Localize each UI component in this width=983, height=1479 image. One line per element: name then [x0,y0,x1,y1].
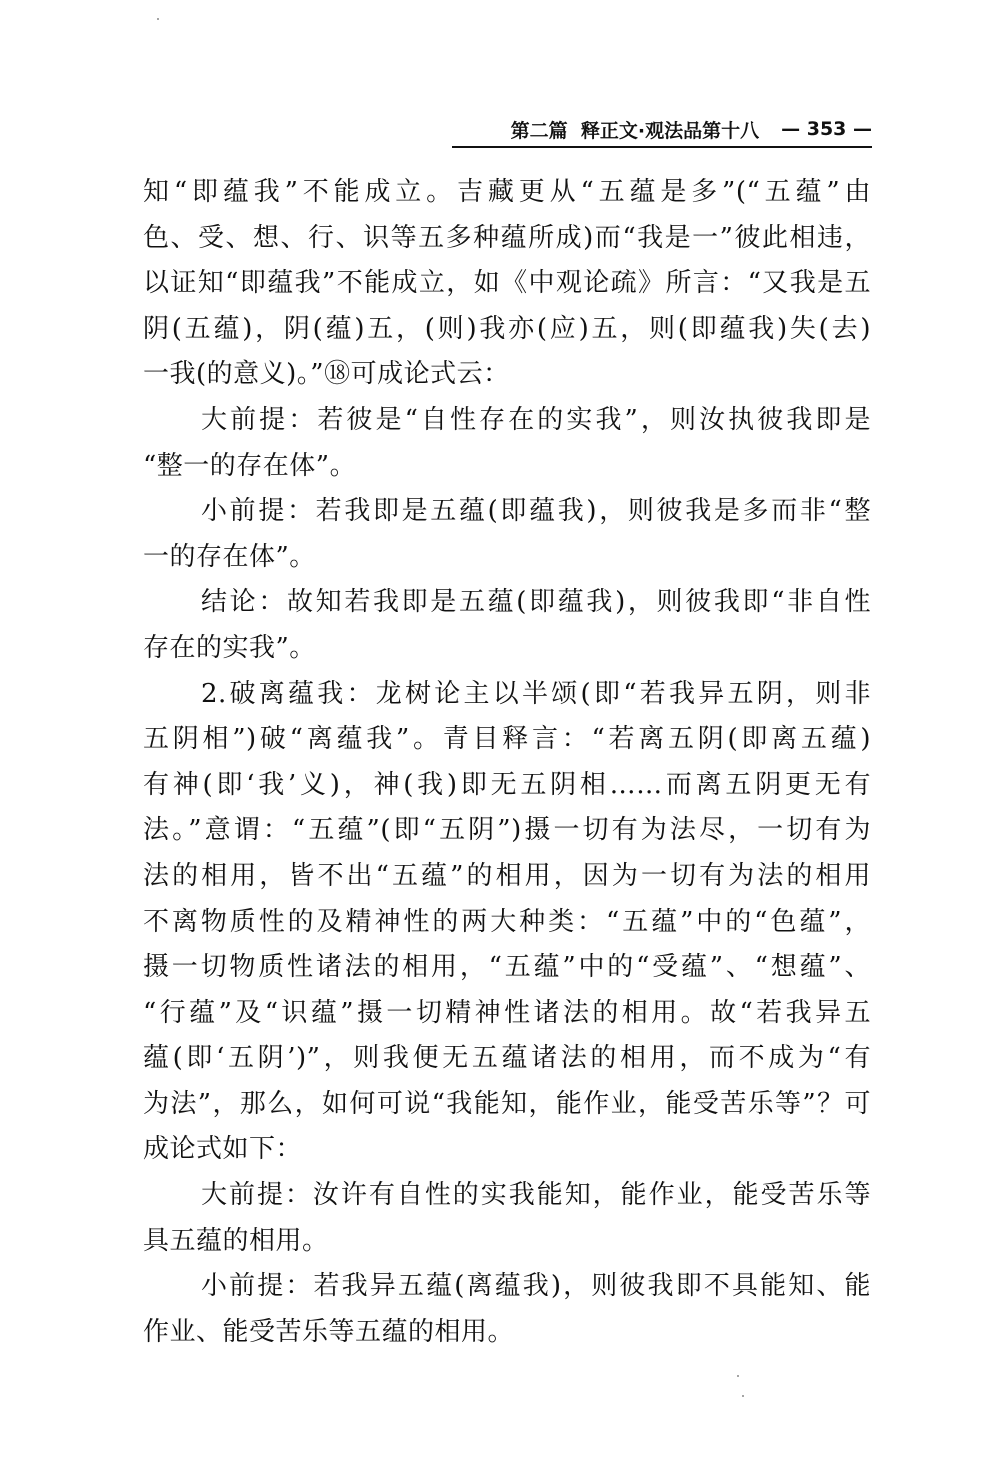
major-premise-line: 大前提：汝许有自性的实我能知，能作业，能受苦乐等 [201,1180,871,1211]
text-line: 知“即蕴我”不能成立。吉藏更从“五蕴是多”(“五蕴”由 [143,177,871,207]
text-line: 五阴相”)破“离蕴我”。青目释言：“若离五阴(即离五蕴) [143,724,871,755]
text-line: 存在的实我”。 [143,632,316,663]
text-line: “行蕴”及“识蕴”摄一切精神性诸法的相用。故“若我异五 [143,997,871,1028]
text-line: 以证知“即蕴我”不能成立，如《中观论疏》所言：“又我是五 [143,268,871,299]
section-heading-line: 2.破离蕴我：龙树论主以半颂(即“若我异五阴，则非 [201,678,871,709]
text-line: 一的存在体”。 [143,541,316,572]
major-premise-line: 大前提：若彼是“自性存在的实我”，则汝执彼我即是 [201,404,871,435]
text-line: 有神(即‘我’义)，神(我)即无五阴相……而离五阴更无有 [143,769,871,800]
text-line: 摄一切物质性诸法的相用，“五蕴”中的“受蕴”、“想蕴”、 [143,952,871,983]
text-line: 为法”，那么，如何可说“我能知，能作业，能受苦乐等”？可 [143,1088,871,1119]
text-line: 具五蕴的相用。 [143,1225,329,1256]
text-line: 不离物质性的及精神性的两大种类：“五蕴”中的“色蕴”， [143,906,871,937]
scan-speck [157,18,159,20]
text-line: 作业、能受苦乐等五蕴的相用。 [143,1316,515,1347]
running-title: 第二篇 释正文·观法品第十八 [510,119,760,142]
scan-speck [737,1375,739,1377]
text-line: “整一的存在体”。 [143,450,357,481]
text-line: 蕴(即‘五阴’)”，则我便无五蕴诸法的相用，而不成为“有 [143,1043,871,1074]
text-line: 法。”意谓：“五蕴”(即“五阴”)摄一切有为法尽，一切有为 [143,815,871,846]
text-line: 一我(的意义)。”⑱可成论式云： [143,359,510,390]
page-number: — 353 — [781,118,872,140]
minor-premise-line: 小前提：若我异五蕴(离蕴我)，则彼我即不具能知、能 [201,1271,871,1302]
text-line: 阴(五蕴)，阴(蕴)五，(则)我亦(应)五，则(即蕴我)失(去) [143,313,871,344]
text-line: 法的相用，皆不出“五蕴”的相用，因为一切有为法的相用 [143,860,871,891]
page-body-text [143,170,871,1355]
scan-speck [742,1395,744,1397]
text-line: 色、受、想、行、识等五多种蕴所成)而“我是一”彼此相违， [143,222,871,253]
minor-premise-line: 小前提：若我即是五蕴(即蕴我)，则彼我是多而非“整 [201,496,871,527]
conclusion-line: 结论：故知若我即是五蕴(即蕴我)，则彼我即“非自性 [201,587,871,618]
running-header [452,112,872,148]
text-line: 成论式如下： [143,1134,303,1165]
